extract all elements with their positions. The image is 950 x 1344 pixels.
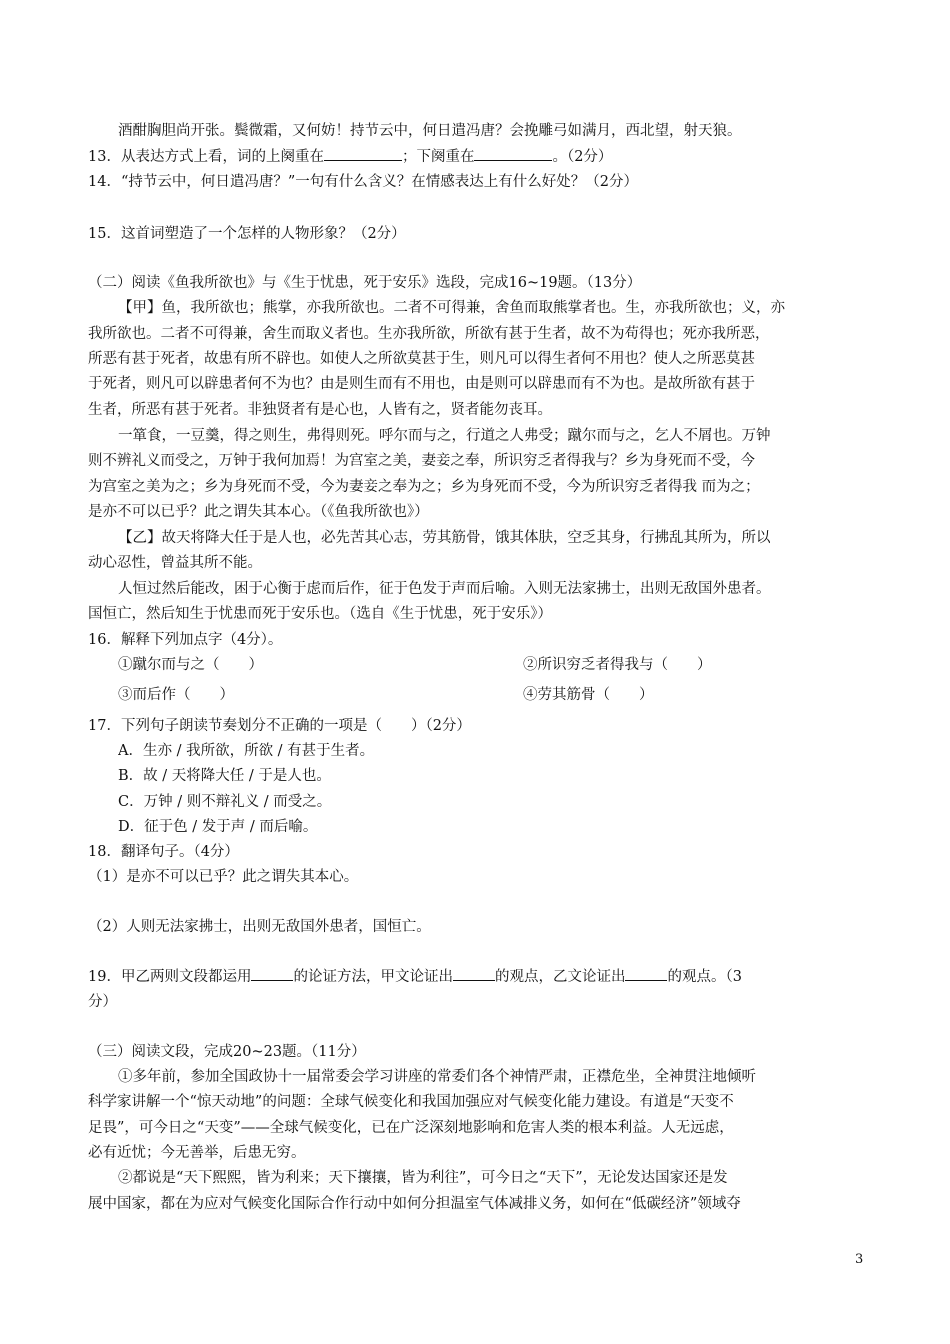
- section-3-title: （三）阅读文段，完成20~23题。（11分）: [88, 1044, 366, 1060]
- question-17-stem: 17．下列句子朗读节奏划分不正确的一项是（ ）（2分）: [88, 718, 471, 734]
- question-16-stem: 16．解释下列加点字（4分）。: [88, 632, 283, 648]
- passage-jia-line: 生者，所恶有甚于死者。非独贤者有是心也，人皆有之，贤者能勿丧耳。: [88, 402, 552, 418]
- passage-jia-line: 为宫室之美为之；乡为身死而不受，今为妻妾之奉为之；乡为身死而不受，今为所识穷乏者得我 而为之；: [88, 479, 760, 495]
- passage-jia-line: 一箪食，一豆羹，得之则生，弗得则死。呼尔而与之，行道之人弗受；蹴尔而与之，乞人不屑也。万钟: [118, 428, 771, 444]
- q17-choice-d: D．征于色 / 发于声 / 而后喻。: [118, 819, 318, 835]
- answer-blank[interactable]: [251, 980, 293, 981]
- section-3-line: 科学家讲解一个“惊天动地”的问题：全球气候变化和我国加强应对气候变化能力建设。有道是“天变不: [88, 1094, 734, 1110]
- question-15: 15．这首词塑造了一个怎样的人物形象？（2分）: [88, 226, 406, 242]
- passage-jia-line: 于死者，则凡可以辟患者何不为也？由是则生而有不用也，由是则可以辟患而有不为也。是故所欲有甚于: [88, 376, 755, 392]
- q17-choice-b: B．故 / 天将降大任 / 于是人也。: [118, 768, 331, 784]
- passage-jia-line: 所恶有甚于死者，故患有所不辟也。如使人之所欲莫甚于生，则凡可以得生者何不用也？使人之所恶莫甚: [88, 351, 755, 367]
- section-2-title: （二）阅读《鱼我所欲也》与《生于忧患，死于安乐》选段，完成16~19题。（13分）: [88, 275, 642, 291]
- question-19-cont: 分）: [88, 994, 117, 1010]
- q17-choice-c: C．万钟 / 则不辩礼义 / 而受之。: [118, 794, 332, 810]
- passage-jia-line: 【甲】鱼，我所欲也；熊掌，亦我所欲也。二者不可得兼，舍鱼而取熊掌者也。生，亦我所欲也；义，亦: [118, 300, 785, 316]
- question-13: 13．从表达方式上看，词的上阕重在 ；下阕重在 。（2分）: [88, 149, 613, 165]
- q16-option: ①蹴尔而与之（ ）: [118, 657, 263, 673]
- passage-yi-line: 【乙】故天将降大任于是人也，必先苦其心志，劳其筋骨，饿其体肤，空乏其身，行拂乱其所为，所以: [118, 530, 771, 546]
- passage-yi-line: 人恒过然后能改，困于心衡于虑而后作，征于色发于声而后喻。入则无法家拂士，出则无敌国外患者。: [118, 581, 771, 597]
- passage-jia-line: 是亦不可以已乎？此之谓失其本心。（《鱼我所欲也》）: [88, 504, 429, 520]
- passage-yi-line: 国恒亡，然后知生于忧患而死于安乐也。（选自《生于忧患，死于安乐》）: [88, 606, 552, 622]
- answer-blank[interactable]: [453, 980, 495, 981]
- q16-option: ④劳其筋骨（ ）: [523, 687, 654, 703]
- passage-jia-line: 则不辨礼义而受之，万钟于我何加焉！为宫室之美，妻妾之奉，所识穷乏者得我与？乡为身死而不受，今: [88, 453, 755, 469]
- answer-blank[interactable]: [625, 980, 667, 981]
- q16-option: ③而后作（ ）: [118, 687, 234, 703]
- q18-sentence-1: （1）是亦不可以已乎？此之谓失其本心。: [88, 869, 359, 885]
- poem-tail-line: 酒酣胸胆尚开张。鬓微霜，又何妨！持节云中，何日遣冯唐？会挽雕弓如满月，西北望，射天狼。: [118, 123, 742, 139]
- q17-choice-a: A．生亦 / 我所欲，所欲 / 有甚于生者。: [118, 743, 375, 759]
- answer-blank[interactable]: [324, 160, 402, 161]
- question-19: 19．甲乙两则文段都运用 的论证方法，甲文论证出 的观点，乙文论证出 的观点。（3: [88, 969, 742, 985]
- section-3-line: ①多年前，参加全国政协十一届常委会学习讲座的常委们各个神情严肃，正襟危坐，全神贯注地倾听: [118, 1069, 756, 1085]
- q16-option: ②所识穷乏者得我与（ ）: [523, 657, 712, 673]
- passage-jia-line: 我所欲也。二者不可得兼，舍生而取义者也。生亦我所欲，所欲有甚于生者，故不为苟得也；死亦我所恶，: [88, 326, 770, 342]
- question-18-stem: 18．翻译句子。（4分）: [88, 844, 239, 860]
- passage-yi-line: 动心忍性，曾益其所不能。: [88, 555, 262, 571]
- section-3-line: 展中国家，都在为应对气候变化国际合作行动中如何分担温室气体减排义务，如何在“低碳经济”领域夺: [88, 1196, 741, 1212]
- page-number: 3: [855, 1252, 864, 1267]
- section-3-line: 足畏”，可今日之“天变”——全球气候变化，已在广泛深刻地影响和危害人类的根本利益。人无远虑，: [88, 1120, 734, 1136]
- q18-sentence-2: （2）人则无法家拂士，出则无敌国外患者，国恒亡。: [88, 919, 431, 935]
- section-3-line: 必有近忧；今无善举，后患无穷。: [88, 1145, 306, 1161]
- section-3-line: ②都说是“天下熙熙，皆为利来；天下攘攘，皆为利往”，可今日之“天下”，无论发达国家还是发: [118, 1170, 728, 1186]
- answer-blank[interactable]: [474, 160, 552, 161]
- question-14: 14．“持节云中，何日遣冯唐？”一句有什么含义？在情感表达上有什么好处？（2分）: [88, 174, 638, 190]
